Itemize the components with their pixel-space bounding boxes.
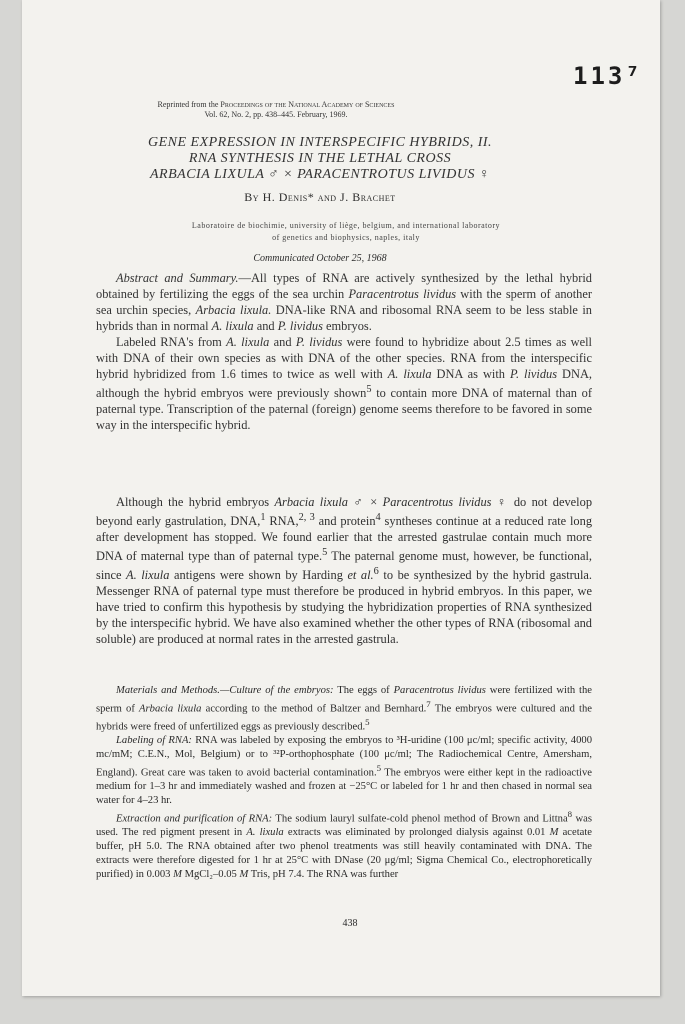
text-run: RNA, — [265, 514, 299, 529]
reprint-notice — [76, 100, 476, 120]
molar-unit: M — [173, 868, 182, 880]
text-run: MgCl₂–0.05 — [181, 868, 240, 880]
text-run: The embryos were cultured and the hybrids were freed of unfertilized eggs as previously described. — [96, 703, 592, 733]
reprint-line1-prefix: Reprinted from the — [157, 100, 221, 109]
text-run: syntheses continue at a reduced rate long after development has stopped. We found earlier that the arrested gastrulae contain much more DNA of maternal type than of paternal type. — [96, 514, 593, 564]
text-run: The embryos were either kept in the radioactive medium for 1–3 hr and immediately washed and frozen at −25°C or labeled for 1 hr and then chased in normal sea water for 4–23 hr. — [96, 767, 592, 807]
reference-marker: 5 — [376, 763, 382, 774]
text-run: was used. The red pigment present in — [96, 813, 592, 839]
text-run: The paternal genome must, however, be functional, since — [96, 549, 592, 583]
species-name: Paracentrotus lividus — [393, 685, 486, 696]
text-run: The sodium lauryl sulfate-cold phenol method of Brown and Littna — [272, 813, 568, 825]
species-name: A. lixula — [211, 319, 254, 333]
title-line3: ARBACIA LIXULA ♂ × PARACENTROTUS LIVIDUS ♀ — [149, 167, 490, 182]
abstract-paragraph-2 — [96, 334, 592, 433]
text-run: The eggs of — [333, 685, 394, 696]
text-run: extracts was eliminated by prolonged dialysis against 0.01 — [283, 827, 550, 839]
abstract-paragraph-1 — [96, 270, 592, 334]
text-run: antigens were shown by Harding — [169, 568, 348, 583]
title-line2: RNA SYNTHESIS IN THE LETHAL CROSS — [188, 151, 452, 166]
reference-marker: 6 — [373, 566, 379, 578]
reference-marker: 5 — [365, 717, 370, 728]
handwritten-number: 113⁷ — [573, 62, 643, 90]
abstract-label: Abstract and Summary. — [116, 271, 239, 285]
reference-marker: 5 — [366, 384, 372, 395]
molar-unit: M — [239, 868, 249, 880]
reference-marker: 5 — [322, 547, 328, 559]
species-name: P. lividus — [277, 319, 323, 333]
reference-marker: 8 — [567, 808, 573, 819]
reference-marker: 7 — [426, 698, 431, 709]
text-run: RNA was labeled by exposing the embryos to ³H-uridine (100 μc/ml; specific activity, 4000 mc/mM; C.E.N., Mol, Belgium) or to ³²P-orthophosphate (100 μc/ml; The Radiochemical Centre, Amersham, England). Great care was taken to avoid bacterial contamination. — [96, 735, 592, 779]
reprint-line2: Vol. 62, No. 2, pp. 438–445. February, 1969. — [204, 110, 348, 119]
species-name: Arbacia lixula — [139, 703, 202, 715]
species-name: A. lixula — [387, 367, 432, 381]
species-name: A. lixula — [246, 827, 284, 839]
introduction — [96, 494, 592, 647]
page-number: 438 — [342, 918, 358, 929]
text-run: were found to hybridize about 2.5 times as well with DNA of their own species as with DNA of the other species. RNA from the interspecific hybrid hybridized from 1.6 times to twice as well with — [96, 335, 592, 381]
authors: By H. Denis* and J. Brachet — [244, 190, 396, 204]
reference-marker: 2, 3 — [298, 512, 315, 523]
species-name: Arbacia lixula — [274, 495, 348, 509]
journal-name: Proceedings of the National Academy of Sciences — [220, 100, 395, 109]
species-name: P. lividus — [295, 335, 343, 349]
text-run: with the sperm of another sea urchin species, — [96, 287, 592, 317]
methods-extraction — [96, 808, 592, 882]
text-run: to be synthesized by the hybrid gastrula. Messenger RNA of paternal type must therefore be produced in hybrid embryos. In this paper, we have tried to confirm this hypothesis by studying the hybridization properties of RNA synthesized by the interspecific hybrid. We have also examined whether the other types of RNA (ribosomal and soluble) are produced at normal rates in the arrested gastrula. — [96, 568, 592, 647]
species-name: Paracentrotus lividus — [348, 287, 457, 301]
affiliation — [96, 220, 596, 244]
text-run: Although the hybrid embryos — [116, 495, 275, 509]
species-name: A. lixula — [226, 335, 270, 349]
text-run: embryos. — [322, 319, 372, 333]
species-name: P. lividus — [509, 367, 558, 381]
section-heading: Labeling of RNA: — [116, 735, 192, 747]
affiliation-line1: Laboratoire de biochimie, university of liège, belgium, and international laboratory — [191, 221, 501, 230]
text-run: DNA-like RNA and ribosomal RNA seem to be less stable in hybrids than in normal — [96, 303, 592, 333]
methods-section — [96, 684, 592, 881]
text-run: acetate buffer, pH 5.0. The RNA obtained after two phenol treatments was still heavily contaminated with DNA. The extracts were therefore digested for 1 hr at 25°C with DNase (20 μg/ml; Sigma Chemical Co., electrophoretically purified) in 0.003 — [96, 827, 592, 880]
methods-culture — [96, 684, 592, 734]
text-run: to contain more DNA of maternal than of paternal type. Transcription of the paternal (foreign) genome seems therefore to be favored in some way in the interspecific hybrid. — [96, 386, 592, 433]
text-run: Tris, pH 7.4. The RNA was further — [248, 868, 399, 880]
text-run: Labeled RNA's from — [116, 335, 227, 349]
reference-marker: 1 — [260, 512, 266, 523]
species-name: Paracentrotus lividus — [382, 495, 492, 509]
species-name: A. lixula — [126, 568, 170, 583]
text-run: DNA as with — [431, 367, 510, 381]
methods-labeling — [96, 734, 592, 808]
species-name: Arbacia lixula. — [195, 303, 272, 317]
section-heading: Materials and Methods.—Culture of the embryos: — [116, 685, 334, 696]
text-run: were fertilized with the sperm of — [96, 685, 592, 715]
text-run: DNA, although the hybrid embryos were previously shown — [96, 367, 592, 401]
section-heading: Extraction and purification of RNA: — [116, 813, 273, 825]
text-run: according to the method of Baltzer and Bernhard. — [201, 703, 427, 715]
affiliation-line2: of genetics and biophysics, naples, italy — [272, 233, 420, 242]
text-run: and — [269, 335, 296, 349]
text-run: and — [253, 319, 278, 333]
et-al: et al. — [347, 568, 374, 583]
communicated-date: Communicated October 25, 1968 — [253, 253, 387, 264]
text-run: ♂ × — [347, 495, 383, 509]
molar-unit: M — [549, 827, 559, 839]
reference-marker: 4 — [375, 512, 381, 523]
intro-paragraph — [96, 494, 592, 647]
abstract — [96, 270, 592, 433]
title-line1: GENE EXPRESSION IN INTERSPECIFIC HYBRIDS, II. — [147, 135, 493, 150]
paper-title — [80, 135, 560, 183]
text-run: ♀ do not develop beyond early gastrulation, DNA, — [96, 495, 593, 529]
text-run: and protein — [314, 514, 376, 529]
text-run: —All types of RNA are actively synthesized by the lethal hybrid obtained by fertilizing the eggs of the sea urchin — [96, 271, 592, 301]
